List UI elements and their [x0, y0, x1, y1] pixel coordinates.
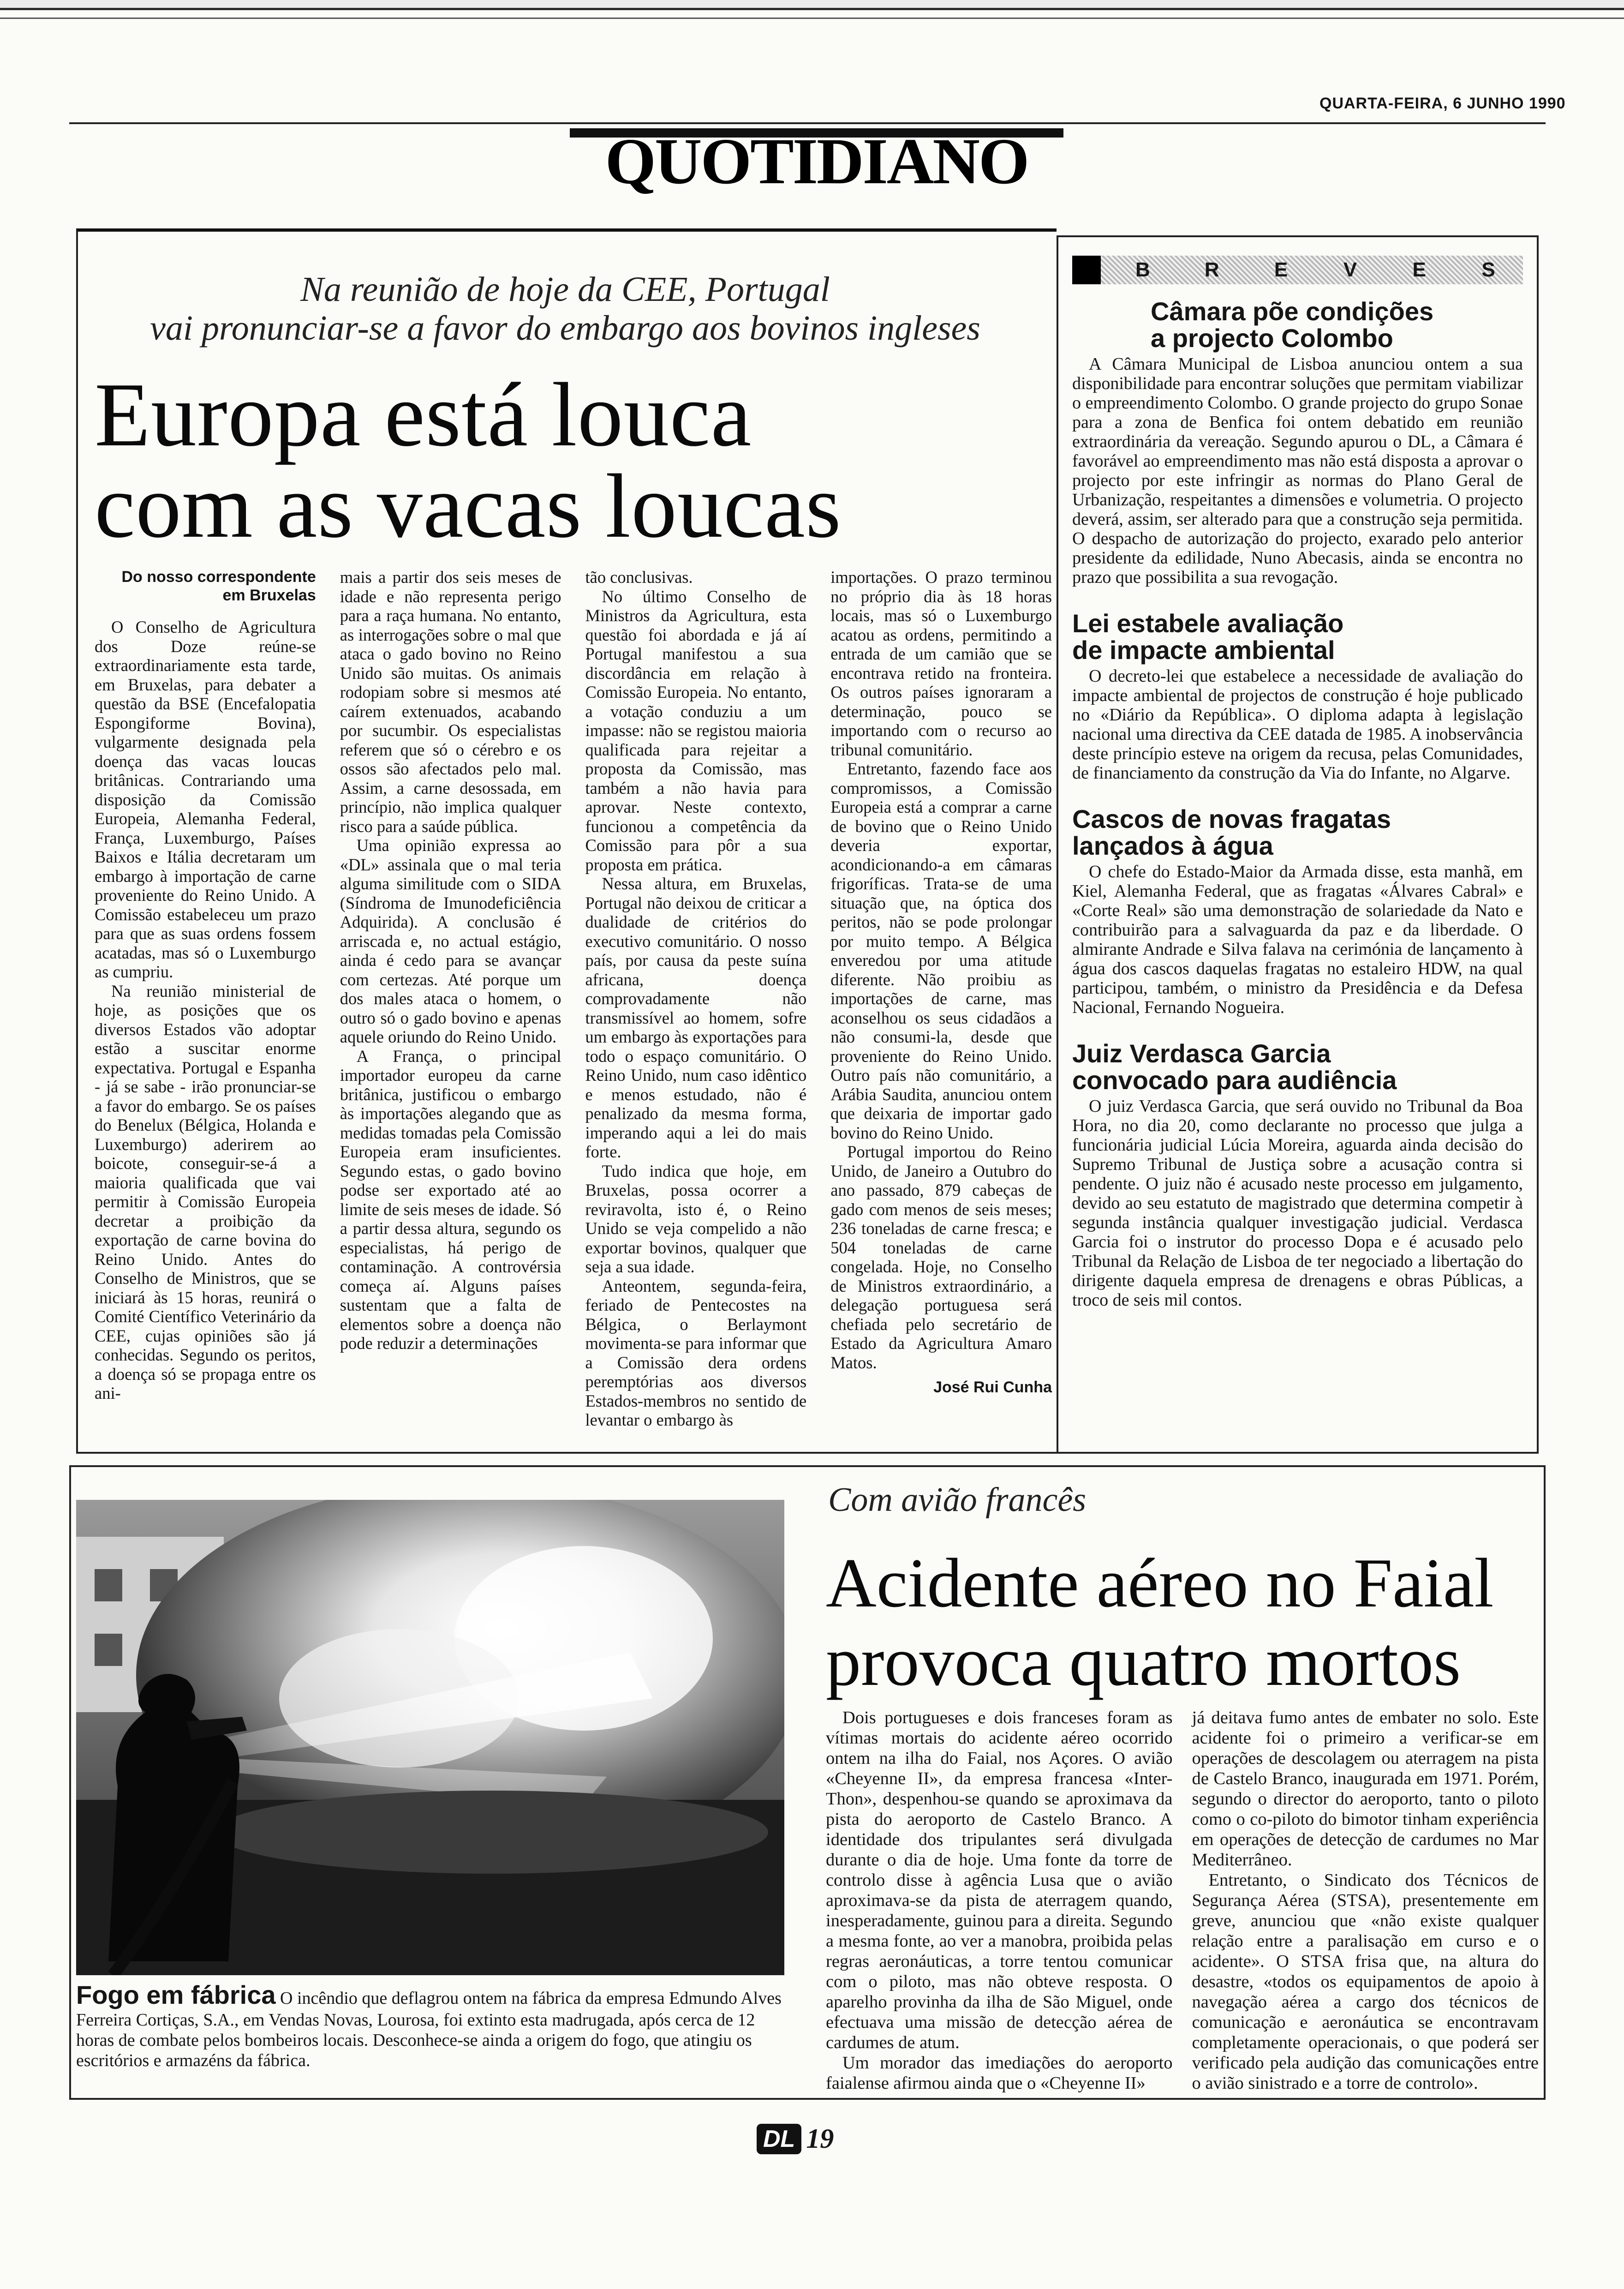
main-article-body [95, 568, 1052, 1449]
breve-item-impacte [1072, 610, 1523, 783]
second-paragraph: Entretanto, o Sindicato dos Técnicos de Segurança Aérea (STSA), presentemente em greve, anunciou que «não existe qualquer relação entre a paralisação em curso e o acidente». O STSA frisa que, na altura do desastre, «todos os equipamentos de apoio à navegação aérea a cargo dos técnicos de comunicação e aeronáutica se encontravam completamente operacionais, o que poderá ser verificado pela audição das comunicações entre o avião sinistrado e a torre de controlo». [1192, 1870, 1539, 2093]
breves-box [1057, 235, 1539, 1454]
main-column-2 [340, 568, 561, 1449]
breve-headline-line2: de impacte ambiental [1072, 635, 1335, 665]
main-paragraph: tão conclusivas. [585, 568, 693, 587]
main-paragraph: No último Conselho de Ministros da Agricultura, esta questão foi abordada e já aí Portugal manifestou a sua discordância em relação à Comissão Europeia. No entanto, a votação conduziu a um impasse: não se registou maioria qualificada para rejeitar a proposta da Comissão, mas também a não havia para aprovar. Neste contexto, funcionou a competência da Comissão para pôr a sua proposta em prática. [585, 587, 807, 874]
breve-text: O decreto-lei que estabelece a necessidade de avaliação do impacte ambiental de projectos de construção é hoje publicado no «Diário da República». O diploma adapta à legislação nacional uma directiva da CEE datada de 1985. A inobservância deste princípio esteve na origem da recusa, pelas Comunidades, de financiamento da construção da Via do Infante, no Algarve. [1072, 666, 1523, 783]
photo-caption-title: Fogo em fábrica [76, 1980, 276, 2009]
main-paragraph: Uma opinião expressa ao «DL» assinala que o mal teria alguma similitude com o SIDA (Síndroma de Imunodeficiência Adquirida). A conclusão é arriscada e, no actual estágio, ainda é cedo para se avançar com certezas. Até porque um dos males ataca o homem, o outro só o gado bovino e apenas aquele oriundo do Reino Unido. [340, 836, 561, 1046]
breve-headline-line1: Juiz Verdasca Garcia [1072, 1039, 1331, 1068]
main-byline: Do nosso correspondente em Bruxelas [121, 568, 316, 604]
breve-headline [1072, 806, 1523, 859]
top-edge-rule [0, 18, 1624, 19]
main-kicker-line1: Na reunião de hoje da CEE, Portugal [300, 270, 830, 309]
photo-caption [76, 1980, 787, 2071]
breves-letter: E [1274, 258, 1288, 281]
breve-headline-line1: Câmara põe condições [1151, 297, 1434, 326]
second-headline-line1: Acidente aéreo no Faial [826, 1544, 1494, 1622]
breves-square-icon [1072, 256, 1101, 284]
main-column-3 [585, 568, 807, 1449]
breve-headline-line1: Lei estabele avaliação [1072, 609, 1344, 638]
main-author: José Rui Cunha [933, 1378, 1052, 1396]
second-paragraph: Dois portugueses e dois franceses foram as vítimas mortais do acidente aéreo ocorrido ontem na ilha do Faial, nos Açores. O avião «Cheyenne II», da empresa francesa «Inter-Thon», despenhou-se quando se aproximava da pista do aeroporto de Castelo Branco. A identidade dos tripulantes será divulgada durante o dia de hoje. Uma fonte da torre de controlo disse à agência Lusa que o avião aproximava-se da pista de aterragem quando, inesperadamente, guinou para a direita. Segundo a mesma fonte, ao ver a manobra, proibida pelas regras aeronáuticas, a torre tentou comunicar com o piloto, mas não obteve resposta. O aparelho provinha da ilha de São Miguel, onde efectuava uma missão de detecção aérea de cardumes de atum. [826, 1708, 1173, 2052]
second-column-2 [1192, 1708, 1539, 2095]
main-kicker [78, 270, 1052, 348]
breve-item-fragatas [1072, 806, 1523, 1017]
main-paragraph: Anteontem, segunda-feira, feriado de Pentecostes na Bélgica, o Berlaymont movimenta-se para informar que a Comissão dera ordens peremptórias aos diversos Estados-membros no sentido de levantar o embargo às [585, 1276, 807, 1429]
main-column-1 [95, 568, 316, 1449]
second-column-1 [826, 1708, 1173, 2095]
breve-headline-line2: convocado para audiência [1072, 1066, 1397, 1095]
second-kicker: Com avião francês [828, 1481, 1087, 1519]
main-headline [95, 364, 1045, 557]
main-paragraph: Nessa altura, em Bruxelas, Portugal não deixou de criticar a dualidade de critérios do executivo comunitário. O nosso país, por causa da peste suína africana, doença comprovadamente não transmissível ao homem, sofre um embargo às exportações para todo o espaço comunitário. O Reino Unido, num caso idêntico e menos estudado, não é penalizado da mesma forma, imperando aqui a lei do mais forte. [585, 874, 807, 1161]
photo-caption-text: O incêndio que deflagrou ontem na fábrica da empresa Edmundo Alves Ferreira Cortiças, S.A., em Vendas Novas, Lourosa, foi extinto esta madrugada, após cerca de 12 horas de combate pelos bombeiros locais. Desconhece-se ainda a origem do fogo, que atingiu os escritórios e armazéns da fábrica. [76, 1989, 782, 2070]
section-title: QUOTIDIANO [605, 125, 1028, 198]
page-folio [757, 2123, 867, 2160]
breve-headline [1072, 1040, 1523, 1094]
breve-headline [1072, 610, 1523, 664]
main-paragraph: Entretanto, fazendo face aos compromissos, a Comissão Europeia está a comprar a carne de bovino que o Reino Unido deveria exportar, acondicionando-a em câmaras frigoríficas. Trata-se de uma situação que, na óptica dos peritos, não se pode prolongar por muito tempo. A Bélgica enveredou por uma atitude diferente. Não proibiu as importações de carne, mas aconselhou os seus cidadãos a não consumi-la, desde que proveniente do Reino Unido. Outro país não comunitário, a Arábia Saudita, anunciou ontem que deixaria de importar gado bovino do Reino Unido. [830, 759, 1052, 1142]
second-headline [826, 1544, 1536, 1701]
main-headline-line2: com as vacas loucas [95, 455, 842, 557]
issue-date: QUARTA-FEIRA, 6 JUNHO 1990 [1320, 95, 1566, 112]
fire-photo [76, 1500, 784, 1975]
second-headline-line2: provoca quatro mortos [826, 1623, 1461, 1700]
main-paragraph: importações. O prazo terminou no próprio dia às 18 horas locais, mas só o Luxemburgo acatou as ordens, permitindo a entrada de um camião que se encontrava retido na fronteira. Os outros países ignoraram a determinação, pouco se importando com o recurso ao tribunal comunitário. [830, 568, 1052, 759]
top-edge-band [0, 0, 1624, 10]
dl-logo: DL [757, 2124, 801, 2154]
second-paragraph: já deitava fumo antes de embater no solo. Este acidente foi o primeiro a verificar-se em operações de descolagem ou aterragem na pista de Castelo Branco, inaugurada em 1971. Porém, segundo o director do aeroporto, tanto o piloto como o co-piloto do bimotor tinham experiência em operações de detecção de cardumes no Mar Mediterrâneo. [1192, 1708, 1539, 1870]
breve-text: A Câmara Municipal de Lisboa anunciou ontem a sua disponibilidade para encontrar soluções que permitam viabilizar o empreendimento Colombo. O grande projecto do grupo Sonae para a zona de Benfica foi ontem debatido em reunião extraordinária da vereação. Segundo apurou o DL, a Câmara é favorável ao empreendimento mas não está disposta a aprovar o projecto por este infringir as normas do Plano Geral de Urbanização, respeitantes a dimensões e volumetria. O projecto deverá, assim, ser alterado para que a construção seja permitida. O despacho de autorização do projecto, exarado pelo anterior presidente da edilidade, Nuno Abecasis, ainda se encontra no prazo que possibilita a sua revogação. [1072, 354, 1523, 587]
main-headline-line1: Europa está louca [95, 364, 752, 465]
breve-item-verdasca [1072, 1040, 1523, 1310]
breve-headline [1072, 298, 1523, 352]
main-paragraph: A França, o principal importador europeu da carne britânica, justificou o embargo às importações alegando que as medidas tomadas pela Comissão Europeia eram insuficientes. Segundo estas, o gado bovino podse ser exportado até ao limite de seis meses de idade. Só a partir dessa altura, segundo os especialistas, há perigo de contaminação. A controvérsia começa aí. Alguns países sustentam que a falta de elementos sobre a doença não pode reduzir a determinações [340, 1046, 561, 1353]
main-paragraph: mais a partir dos seis meses de idade e não representa perigo para a raça humana. No entanto, as interrogações sobre o mal que ataca o gado bovino no Reino Unido são muitas. Os animais rodopiam sobre si mesmos até caírem extenuados, acabando por sucumbir. Os especialistas referem que só o cérebro e os ossos são afectados pelo mal. Assim, a carne desossada, em princípio, não implica qualquer risco para a saúde pública. [340, 568, 561, 836]
main-paragraph: Portugal importou do Reino Unido, de Janeiro a Outubro do ano passado, 879 cabeças de gado com menos de seis meses; 236 toneladas de carne fresca; e 504 toneladas de carne congelada. Hoje, no Conselho de Ministros extraordinário, a delegação portuguesa será chefiada pelo secretário de Estado da Agricultura Amaro Matos. [830, 1142, 1052, 1372]
second-paragraph: Um morador das imediações do aeroporto faialense afirmou ainda que o «Cheyenne II» [826, 2053, 1173, 2093]
breves-bar [1072, 256, 1523, 284]
breve-headline-line2: lançados à água [1072, 831, 1273, 860]
breves-letter: V [1343, 258, 1357, 281]
breve-item-colombo [1072, 298, 1523, 587]
breve-headline-line1: Cascos de novas fragatas [1072, 804, 1391, 833]
breve-text: O juiz Verdasca Garcia, que será ouvido no Tribunal da Boa Hora, no dia 20, como declarante no processo que julga a funcionária judicial Lúcia Moreira, aguarda ainda decisão do Supremo Tribunal de Justiça sobre a acusação contra si pendente. O juiz não é acusado neste processo em julgamento, devido ao seu estatuto de magistrado que determina competir à segunda instância qualquer investigação judicial. Verdasca Garcia foi o instrutor do processo Dopa e é acusado pelo Tribunal da Relação de Lisboa de ter negociado a libertação do dirigente daquela empresa de drenagens e obras Públicas, a troco de seis mil contos. [1072, 1097, 1523, 1310]
second-article-body [826, 1708, 1539, 2095]
breves-letter: R [1204, 258, 1219, 281]
main-paragraph: O Conselho de Agricultura dos Doze reúne-se extraordinariamente esta tarde, em Bruxelas, para debater a questão da BSE (Encefalopatia Espongiforme Bovina), vulgarmente designada pela doença das vacas loucas britânicas. Contrariando uma disposição da Comissão Europeia, Alemanha Federal, França, Luxemburgo, Países Baixos e Itália decretaram um embargo à importação de carne proveniente do Reino Unido. A Comissão estabeleceu um prazo para que as suas ordens fossem acatadas, mas só o Luxemburgo as cumpriu. [95, 617, 316, 981]
breve-text: O chefe do Estado-Maior da Armada disse, esta manhã, em Kiel, Alemanha Federal, que as fragatas «Álvares Cabral» e «Corte Real» são uma demonstração de solariedade da Nato e contribuirão para a salvaguarda da paz e da liberdade. O almirante Andrade e Silva falava na cerimónia de lançamento à água dos cascos daquelas fragatas no estaleiro HDW, na qual participou, também, o ministro da Presidência e da Defesa Nacional, Fernando Nogueira. [1072, 862, 1523, 1017]
breves-letter: B [1135, 258, 1150, 281]
main-paragraph: Tudo indica que hoje, em Bruxelas, possa ocorrer a reviravolta, isto é, o Reino Unido se veja compelido a não exportar bovinos, qualquer que seja a sua idade. [585, 1161, 807, 1276]
firefighter-photo-illustration [76, 1500, 784, 1975]
main-column-4 [830, 568, 1052, 1449]
main-kicker-line2: vai pronunciar-se a favor do embargo aos bovinos ingleses [150, 309, 980, 348]
header-rule [69, 122, 1546, 124]
breve-headline-line2: a projecto Colombo [1151, 324, 1393, 353]
page-number: 19 [806, 2123, 834, 2154]
breves-letter: E [1412, 258, 1426, 281]
main-paragraph: Na reunião ministerial de hoje, as posições que os diversos Estados vão adoptar estão a suscitar enorme expectativa. Portugal e Espanha - já se sabe - irão pronunciar-se a favor do embargo. Se os países do Benelux (Bélgica, Holanda e Luxemburgo) aderirem ao boicote, conseguir-se-á a maioria qualificada que vai permitir à Comissão Europeia decretar a proibição da exportação de carne bovina do Reino Unido. Antes do Conselho de Ministros, que se iniciará às 15 horas, reunirá o Comité Científico Veterinário da CEE, cujas opiniões são já conhecidas. Segundo os peritos, a doença só se propaga entre os ani- [95, 981, 316, 1402]
breves-letter: S [1481, 258, 1495, 281]
